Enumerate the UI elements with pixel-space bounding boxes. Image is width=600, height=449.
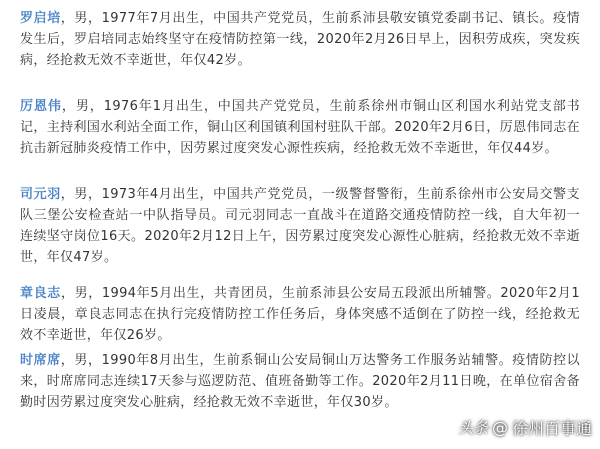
paragraph-luo-qipei: [20, 8, 580, 71]
paragraph-text: ，男，1977年7月出生，中国共产党党员，生前系沛县敬安镇党委副书记、镇长。疫情发生后，罗启培同志始终坚守在疫情防控第一线，2020年2月26日早上，因积劳成疾，突发疾病，经抢救无效不幸逝世，年仅42岁。: [20, 11, 580, 68]
account-name: 徐州百事通: [511, 419, 592, 438]
watermark: [458, 416, 592, 439]
paragraph-text: ，男，1973年4月出生，中国共产党党员，一级警督警衔，生前系徐州市公安局交警支队三堡公安检查站一中队指导员。司元羽同志一直战斗在道路交通疫情防控一线，自大年初一连续坚守岗位16天。2020年2月12日上午，因劳累过度突发心源性心脏病，经抢救无效不幸逝世，年仅47岁。: [20, 187, 580, 265]
paragraph-text: ，男，1994年5月出生，共青团员，生前系沛县公安局五段派出所辅警。2020年2月1日凌晨，章良志同志在执行完疫情防控工作任务后，身体突感不适倒在了防控一线，经抢救无效不幸逝世，年仅26岁。: [20, 286, 580, 343]
person-name: 时席席: [20, 353, 61, 368]
paragraph-zhang-liangzhi: [20, 283, 580, 346]
paragraph-text: ，男，1990年8月出生，生前系铜山公安局铜山万达警务工作服务站辅警。疫情防控以来，时席席同志连续17天参与巡逻防范、值班备勤等工作。2020年2月11日晚，在单位宿舍备勤时因劳累过度突发心脏病，经抢救无效不幸逝世，年仅30岁。: [20, 353, 580, 410]
person-name: 厉恩伟: [20, 99, 62, 114]
paragraph-shi-xixi: [20, 350, 580, 413]
at-symbol: @: [491, 418, 508, 437]
paragraph-li-enwei: [20, 96, 580, 159]
person-name: 罗启培: [20, 11, 61, 26]
paragraph-si-yuanyu: [20, 184, 580, 268]
platform-logo: 头条: [457, 419, 488, 437]
person-name: 司元羽: [20, 187, 61, 202]
paragraph-text: ，男，1976年1月出生，中国共产党党员，生前系徐州市铜山区利国水利站党支部书记，主持利国水利站全面工作，铜山区利国镇利国村驻队干部。2020年2月6日，厉恩伟同志在抗击新冠肺炎疫情工作中，因劳累过度突发心源性疾病，经抢救无效不幸逝世，年仅44岁。: [20, 99, 580, 156]
person-name: 章良志: [20, 286, 61, 301]
